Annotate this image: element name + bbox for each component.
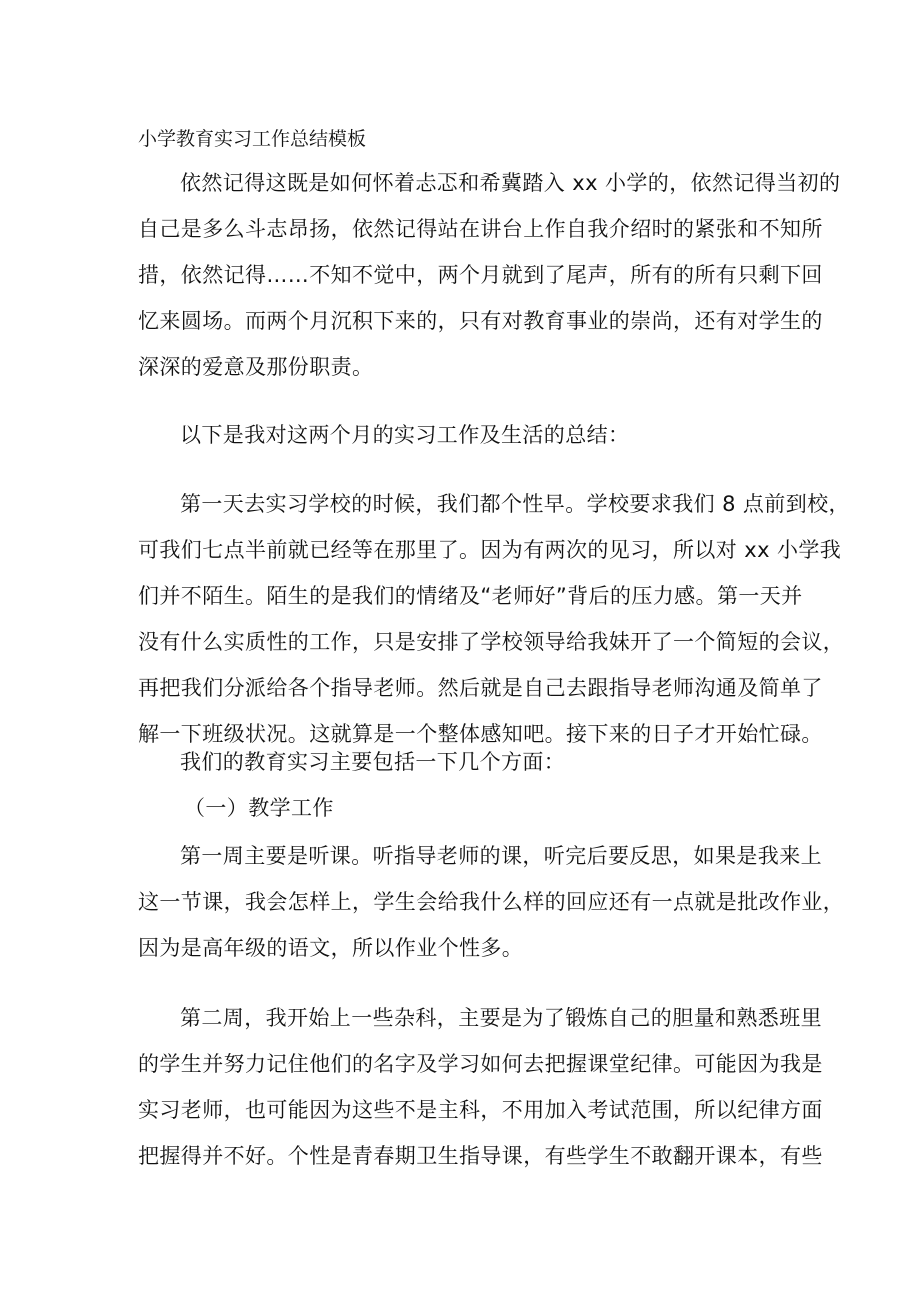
- paragraph-line: 第一天去实习学校的时候，我们都个性早。学校要求我们 8 点前到校，: [180, 492, 850, 516]
- paragraph-line: 们并不陌生。陌生的是我们的情绪及“老师好”背后的压力感。第一天并: [138, 584, 803, 608]
- section-heading: [138, 785, 798, 831]
- section-heading-text: （一）教学工作: [184, 796, 334, 820]
- paragraph-line: 解一下班级状况。这就算是一个整体感知吧。接下来的日子才开始忙碌。: [138, 722, 823, 746]
- paragraph-line: 自己是多么斗志昂扬，依然记得站在讲台上作自我介绍时的紧张和不知所: [138, 217, 823, 241]
- paragraph-line: 措，依然记得……不知不觉中，两个月就到了尾声，所有的所有只剩下回: [138, 263, 823, 287]
- paragraph-2: [138, 412, 798, 458]
- paragraph-line: 把握得并不好。个性是青春期卫生指导课，有些学生不敢翻开课本，有些: [138, 1144, 823, 1168]
- paragraph-line: 实习老师，也可能因为这些不是主科，不用加入考试范围，所以纪律方面: [138, 1098, 823, 1122]
- paragraph-line: 我们的教育实习主要包括一下几个方面：: [180, 750, 566, 774]
- paragraph-3: [138, 481, 850, 757]
- paragraph-line: 第二周，我开始上一些杂科，主要是为了锻炼自己的胆量和熟悉班里: [180, 1006, 822, 1030]
- paragraph-1: [138, 160, 841, 390]
- paragraph-line: 可我们七点半前就已经等在那里了。因为有两次的见习，所以对 xx 小学我: [138, 538, 842, 562]
- paragraph-line: 再把我们分派给各个指导老师。然后就是自己去跟指导老师沟通及简单了: [138, 676, 823, 700]
- paragraph-line: 这一节课，我会怎样上，学生会给我什么样的回应还有一点就是批改作业，: [138, 890, 845, 914]
- paragraph-line: 的学生并努力记住他们的名字及学习如何去把握课堂纪律。可能因为我是: [138, 1052, 823, 1076]
- paragraph-line: 没有什么实质性的工作，只是安排了学校领导给我妹开了一个简短的会议，: [138, 630, 845, 654]
- paragraph-line: 依然记得这既是如何怀着忐忑和希冀踏入 xx 小学的，依然记得当初的: [180, 171, 841, 195]
- paragraph-5: [138, 833, 845, 971]
- paragraph-4: [138, 739, 798, 785]
- paragraph-line: 第一周主要是听课。听指导老师的课，听完后要反思，如果是我来上: [180, 844, 822, 868]
- paragraph-line: 深深的爱意及那份职责。: [138, 355, 374, 379]
- paragraph-line: 因为是高年级的语文，所以作业个性多。: [138, 936, 524, 960]
- paragraph-line: 忆来圆场。而两个月沉积下来的，只有对教育事业的崇尚，还有对学生的: [138, 309, 823, 333]
- document-title: 小学教育实习工作总结模板: [138, 128, 367, 150]
- paragraph-6: [138, 995, 823, 1179]
- paragraph-line: 以下是我对这两个月的实习工作及生活的总结：: [180, 423, 630, 447]
